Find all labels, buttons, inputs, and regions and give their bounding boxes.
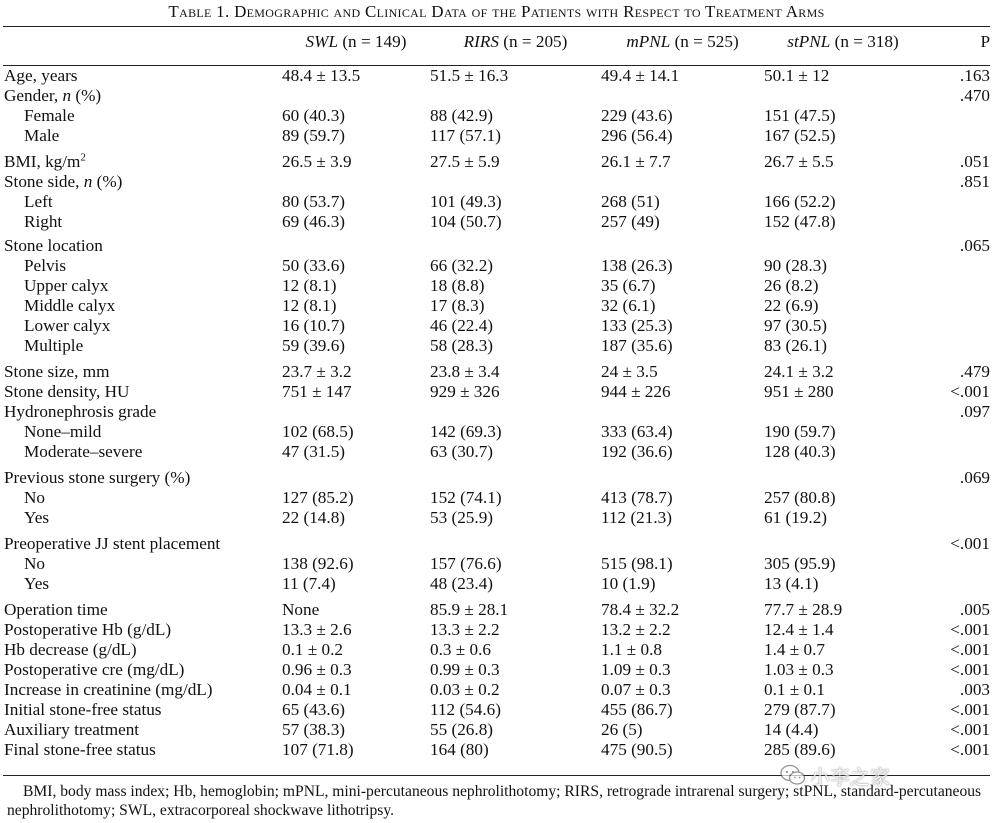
cell-p: <.001 <box>950 620 990 639</box>
table-row <box>4 232 990 256</box>
row-label: Upper calyx <box>24 276 109 295</box>
cell-stpnl: 26.7 ± 5.5 <box>764 152 834 171</box>
cell-p: .069 <box>959 468 990 487</box>
table-row <box>4 422 990 442</box>
header-swl: SWL (n = 149) <box>305 32 407 51</box>
cell-rirs: 18 (8.8) <box>430 276 485 295</box>
row-label: Preoperative JJ stent placement <box>4 534 221 553</box>
row-label: Hydronephrosis grade <box>4 402 157 421</box>
row-label: Hb decrease (g/dL) <box>4 640 137 659</box>
cell-rirs: 46 (22.4) <box>430 316 494 335</box>
cell-rirs: 63 (30.7) <box>430 442 494 461</box>
cell-mpnl: 413 (78.7) <box>601 488 673 507</box>
cell-swl: 138 (92.6) <box>282 554 354 573</box>
cell-mpnl: 1.1 ± 0.8 <box>601 640 662 659</box>
cell-rirs: 0.99 ± 0.3 <box>430 660 500 679</box>
cell-stpnl: 1.4 ± 0.7 <box>764 640 825 659</box>
cell-swl: 57 (38.3) <box>282 720 346 739</box>
row-label: Postoperative cre (mg/dL) <box>4 660 185 679</box>
table-footnote: BMI, body mass index; Hb, hemoglobin; mPNL, mini-percutaneous nephrolithotomy; RIRS, retrograde intrarenal surgery; stPNL, standard-percutaneous nephrolithotomy; SWL, extracorporeal shockwave lithotripsy. <box>7 783 982 819</box>
cell-stpnl: 279 (87.7) <box>764 700 836 719</box>
cell-swl: 65 (43.6) <box>282 700 346 719</box>
row-label: No <box>24 488 46 507</box>
row-label: Final stone-free status <box>4 740 156 759</box>
table-caption: Table 1. Demographic and Clinical Data of the Patients with Respect to Treatment Arms <box>168 2 825 21</box>
table-row <box>4 86 990 106</box>
table-row <box>4 296 990 316</box>
cell-swl: 47 (31.5) <box>282 442 346 461</box>
cell-mpnl: 35 (6.7) <box>601 276 656 295</box>
cell-stpnl: 50.1 ± 12 <box>764 66 830 85</box>
cell-stpnl: 0.1 ± 0.1 <box>764 680 825 699</box>
cell-swl: 127 (85.2) <box>282 488 354 507</box>
cell-stpnl: 1.03 ± 0.3 <box>764 660 834 679</box>
row-label: Multiple <box>24 336 84 355</box>
row-label: Previous stone surgery (%) <box>4 468 191 487</box>
cell-mpnl: 78.4 ± 32.2 <box>601 600 680 619</box>
cell-stpnl: 97 (30.5) <box>764 316 828 335</box>
table-row <box>4 700 990 720</box>
data-table <box>4 32 990 760</box>
cell-swl: 12 (8.1) <box>282 296 337 315</box>
row-label: Increase in creatinine (mg/dL) <box>4 680 213 699</box>
cell-p: .097 <box>959 402 990 421</box>
row-label: BMI, $kg/m^2$ <box>4 151 86 171</box>
cell-mpnl: 187 (35.6) <box>601 336 673 355</box>
cell-mpnl: 257 (49) <box>601 212 660 231</box>
cell-mpnl: 475 (90.5) <box>601 740 673 759</box>
cell-swl: 59 (39.6) <box>282 336 346 355</box>
cell-p: <.001 <box>950 740 990 759</box>
table-row <box>4 554 990 574</box>
cell-stpnl: 13 (4.1) <box>764 574 819 593</box>
cell-rirs: 23.8 ± 3.4 <box>430 362 500 381</box>
row-label: Initial stone-free status <box>4 700 162 719</box>
cell-rirs: 101 (49.3) <box>430 192 502 211</box>
cell-swl: 89 (59.7) <box>282 126 346 145</box>
cell-rirs: 142 (69.3) <box>430 422 502 441</box>
cell-p: <.001 <box>950 640 990 659</box>
cell-p: <.001 <box>950 720 990 739</box>
cell-swl: 13.3 ± 2.6 <box>282 620 352 639</box>
row-label: Female <box>24 106 75 125</box>
table-row <box>4 59 990 86</box>
table-row <box>4 680 990 700</box>
table-row <box>4 462 990 488</box>
cell-stpnl: 22 (6.9) <box>764 296 819 315</box>
header-label-cell <box>4 32 282 59</box>
cell-p: <.001 <box>950 382 990 401</box>
row-label: Yes <box>24 574 50 593</box>
header-p: P <box>980 32 990 51</box>
table-row <box>4 594 990 620</box>
cell-mpnl: 49.4 ± 14.1 <box>601 66 680 85</box>
cell-stpnl: 77.7 ± 28.9 <box>764 600 843 619</box>
cell-rirs: 0.3 ± 0.6 <box>430 640 491 659</box>
table-row <box>4 442 990 462</box>
cell-swl: 12 (8.1) <box>282 276 337 295</box>
row-label: Male <box>24 126 60 145</box>
cell-stpnl: 90 (28.3) <box>764 256 828 275</box>
cell-swl: 23.7 ± 3.2 <box>282 362 352 381</box>
cell-swl: 0.1 ± 0.2 <box>282 640 343 659</box>
cell-swl: 48.4 ± 13.5 <box>282 66 361 85</box>
table-row <box>4 276 990 296</box>
cell-mpnl: 13.2 ± 2.2 <box>601 620 671 639</box>
table-row <box>4 336 990 356</box>
table-row <box>4 126 990 146</box>
cell-p: .051 <box>959 152 990 171</box>
cell-rirs: 929 ± 326 <box>430 382 500 401</box>
watermark-text: 小李之家 <box>810 765 890 789</box>
cell-mpnl: 229 (43.6) <box>601 106 673 125</box>
row-label: Stone density, HU <box>4 382 130 401</box>
cell-rirs: 0.03 ± 0.2 <box>430 680 500 699</box>
cell-stpnl: 12.4 ± 1.4 <box>764 620 834 639</box>
cell-rirs: 112 (54.6) <box>430 700 501 719</box>
header-rirs: RIRS (n = 205) <box>463 32 568 51</box>
cell-stpnl: 151 (47.5) <box>764 106 836 125</box>
cell-stpnl: 26 (8.2) <box>764 276 819 295</box>
table-row <box>4 740 990 760</box>
cell-mpnl: 268 (51) <box>601 192 660 211</box>
row-label: Auxiliary treatment <box>4 720 140 739</box>
cell-mpnl: 333 (63.4) <box>601 422 673 441</box>
cell-mpnl: 26.1 ± 7.7 <box>601 152 671 171</box>
cell-p: .479 <box>959 362 990 381</box>
cell-rirs: 85.9 ± 28.1 <box>430 600 509 619</box>
table-row <box>4 172 990 192</box>
row-label: No <box>24 554 46 573</box>
cell-mpnl: 1.09 ± 0.3 <box>601 660 671 679</box>
row-label: Stone side, n (%) <box>4 172 123 191</box>
cell-rirs: 53 (25.9) <box>430 508 494 527</box>
cell-rirs: 66 (32.2) <box>430 256 494 275</box>
row-label: None–mild <box>24 422 102 441</box>
cell-rirs: 58 (28.3) <box>430 336 494 355</box>
cell-stpnl: 305 (95.9) <box>764 554 836 573</box>
cell-rirs: 55 (26.8) <box>430 720 494 739</box>
cell-mpnl: 192 (36.6) <box>601 442 673 461</box>
cell-swl: 80 (53.7) <box>282 192 346 211</box>
row-label: Operation time <box>4 600 108 619</box>
cell-mpnl: 32 (6.1) <box>601 296 656 315</box>
row-label: Pelvis <box>24 256 67 275</box>
cell-stpnl: 152 (47.8) <box>764 212 836 231</box>
cell-mpnl: 112 (21.3) <box>601 508 672 527</box>
cell-swl: 0.04 ± 0.1 <box>282 680 352 699</box>
row-label: Moderate–severe <box>24 442 143 461</box>
row-label: Middle calyx <box>24 296 116 315</box>
cell-mpnl: 455 (86.7) <box>601 700 673 719</box>
cell-p: .003 <box>959 680 990 699</box>
cell-rirs: 164 (80) <box>430 740 489 759</box>
table-row <box>4 620 990 640</box>
cell-p: .065 <box>959 236 990 255</box>
cell-p: .851 <box>959 172 990 191</box>
row-label: Gender, n (%) <box>4 86 102 105</box>
cell-stpnl: 190 (59.7) <box>764 422 836 441</box>
cell-rirs: 157 (76.6) <box>430 554 502 573</box>
cell-stpnl: 167 (52.5) <box>764 126 836 145</box>
cell-stpnl: 14 (4.4) <box>764 720 819 739</box>
cell-mpnl: 24 ± 3.5 <box>601 362 658 381</box>
cell-p: .470 <box>959 86 990 105</box>
cell-swl: 751 ± 147 <box>282 382 352 401</box>
cell-rirs: 27.5 ± 5.9 <box>430 152 500 171</box>
cell-swl: 60 (40.3) <box>282 106 346 125</box>
row-label: Stone size, mm <box>4 362 110 381</box>
table-row <box>4 212 990 232</box>
cell-rirs: 117 (57.1) <box>430 126 501 145</box>
cell-mpnl: 515 (98.1) <box>601 554 673 573</box>
cell-rirs: 13.3 ± 2.2 <box>430 620 500 639</box>
header-stpnl: stPNL (n = 318) <box>787 32 899 51</box>
row-label: Age, years <box>4 66 78 85</box>
cell-rirs: 152 (74.1) <box>430 488 502 507</box>
table-row <box>4 106 990 126</box>
cell-swl: 22 (14.8) <box>282 508 346 527</box>
cell-swl: 26.5 ± 3.9 <box>282 152 352 171</box>
header-mpnl: mPNL (n = 525) <box>626 32 739 51</box>
table-row <box>4 508 990 528</box>
table-row <box>4 488 990 508</box>
cell-stpnl: 128 (40.3) <box>764 442 836 461</box>
cell-mpnl: 133 (25.3) <box>601 316 673 335</box>
cell-swl: 102 (68.5) <box>282 422 354 441</box>
cell-swl: 0.96 ± 0.3 <box>282 660 352 679</box>
cell-stpnl: 61 (19.2) <box>764 508 828 527</box>
row-label: Right <box>24 212 63 231</box>
row-label: Postoperative Hb (g/dL) <box>4 620 172 639</box>
table-row <box>4 402 990 422</box>
table-row <box>4 660 990 680</box>
cell-stpnl: 83 (26.1) <box>764 336 828 355</box>
table-row <box>4 356 990 382</box>
table-row <box>4 382 990 402</box>
cell-swl: 69 (46.3) <box>282 212 346 231</box>
cell-mpnl: 944 ± 226 <box>601 382 671 401</box>
cell-p: <.001 <box>950 534 990 553</box>
cell-stpnl: 24.1 ± 3.2 <box>764 362 834 381</box>
cell-p: .163 <box>959 66 990 85</box>
cell-p: <.001 <box>950 660 990 679</box>
cell-rirs: 17 (8.3) <box>430 296 485 315</box>
cell-swl: 107 (71.8) <box>282 740 354 759</box>
cell-rirs: 48 (23.4) <box>430 574 494 593</box>
cell-rirs: 104 (50.7) <box>430 212 502 231</box>
cell-mpnl: 296 (56.4) <box>601 126 673 145</box>
top-rule <box>3 26 990 27</box>
row-label: Left <box>24 192 53 211</box>
cell-swl: 11 (7.4) <box>282 574 336 593</box>
cell-p: .005 <box>959 600 990 619</box>
table-row <box>4 316 990 336</box>
row-label: Lower calyx <box>24 316 111 335</box>
table-row <box>4 528 990 554</box>
row-label: Yes <box>24 508 50 527</box>
cell-stpnl: 166 (52.2) <box>764 192 836 211</box>
table-row <box>4 640 990 660</box>
cell-p: <.001 <box>950 700 990 719</box>
header-row <box>4 32 990 59</box>
cell-mpnl: 0.07 ± 0.3 <box>601 680 671 699</box>
table-row <box>4 256 990 276</box>
cell-stpnl: 951 ± 280 <box>764 382 834 401</box>
cell-mpnl: 138 (26.3) <box>601 256 673 275</box>
cell-stpnl: 257 (80.8) <box>764 488 836 507</box>
row-label: Stone location <box>4 236 103 255</box>
table-row <box>4 574 990 594</box>
cell-swl: 50 (33.6) <box>282 256 346 275</box>
cell-rirs: 88 (42.9) <box>430 106 494 125</box>
table-row <box>4 192 990 212</box>
cell-swl: 16 (10.7) <box>282 316 346 335</box>
table-row <box>4 720 990 740</box>
cell-mpnl: 26 (5) <box>601 720 643 739</box>
cell-rirs: 51.5 ± 16.3 <box>430 66 509 85</box>
cell-mpnl: 10 (1.9) <box>601 574 656 593</box>
cell-stpnl: 285 (89.6) <box>764 740 836 759</box>
cell-swl: None <box>282 600 320 619</box>
table-row <box>4 146 990 172</box>
